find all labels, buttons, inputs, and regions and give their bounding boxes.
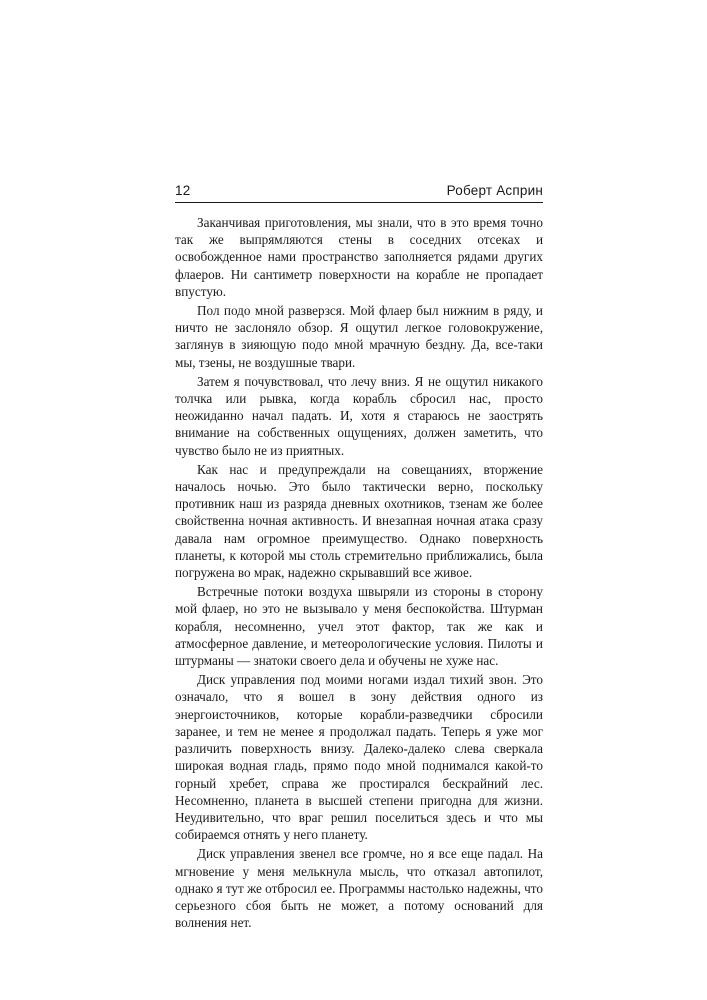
page-number: 12: [175, 183, 191, 198]
paragraph: Как нас и предупреждали на совещаниях, вторжение началось ночью. Это было тактически верно, поскольку противник наш из разряда дневных охотников, тзенам же более свойственна ночная активность. И внезапная ночная атака сразу давала нам огромное преимущество. Однако поверхность планеты, к которой мы столь стремительно приближались, была погружена во мрак, надежно скрывавший все живое.: [175, 461, 543, 581]
paragraph: Заканчивая приготовления, мы знали, что в это время точно так же выпрямляются стены в соседних отсеках и освобожденное нами пространство заполняется рядами других флаеров. Ни сантиметр поверхности на корабле не пропадает впустую.: [175, 215, 543, 299]
header-author: Роберт Асприн: [446, 183, 543, 198]
running-head: [175, 183, 543, 203]
paragraph: Затем я почувствовал, что лечу вниз. Я не ощутил никакого толчка или рывка, когда корабль сбросил нас, просто неожиданно начал падать. И, хотя я стараюсь не заострять внимание на собственных ощущениях, должен заметить, что чувство было не из приятных.: [175, 373, 543, 458]
paragraph: Пол подо мной разверзся. Мой флаер был нижним в ряду, и ничто не заслоняло обзор. Я ощутил легкое головокружение, заглянув в зияющую подо мной мрачную бездну. Да, все-таки мы, тзены, не воздушные твари.: [175, 303, 543, 370]
text-body: [175, 214, 543, 931]
paragraph: Диск управления звенел все громче, но я все еще падал. На мгновение у меня мелькнула мысль, что отказал автопилот, однако я тут же отбросил ее. Программы настолько надежны, что серьезного сбоя быть не может, а потому оснований для волнения нет.: [175, 846, 543, 931]
book-page: [175, 183, 543, 933]
paragraph: Встречные потоки воздуха швыряли из стороны в сторону мой флаер, но это не вызывало у меня беспокойства. Штурман корабля, несомненно, учел этот фактор, так же как и атмосферное давление, и метеорологические условия. Пилоты и штурманы — знатоки своего дела и обучены не хуже нас.: [175, 584, 543, 669]
paragraph: Диск управления под моими ногами издал тихий звон. Это означало, что я вошел в зону действия одного из энергоисточников, которые корабли-разведчики сбросили заранее, и тем не менее я продолжал падать. Теперь я уже мог различить поверхность внизу. Далеко-далеко слева сверкала широкая водная гладь, прямо подо мной поднимался какой-то горный хребет, справа же простирался бескрайний лес. Несомненно, планета в высшей степени пригодна для жизни. Неудивительно, что враг решил поселиться здесь и что мы собираемся отнять у него планету.: [175, 672, 543, 843]
